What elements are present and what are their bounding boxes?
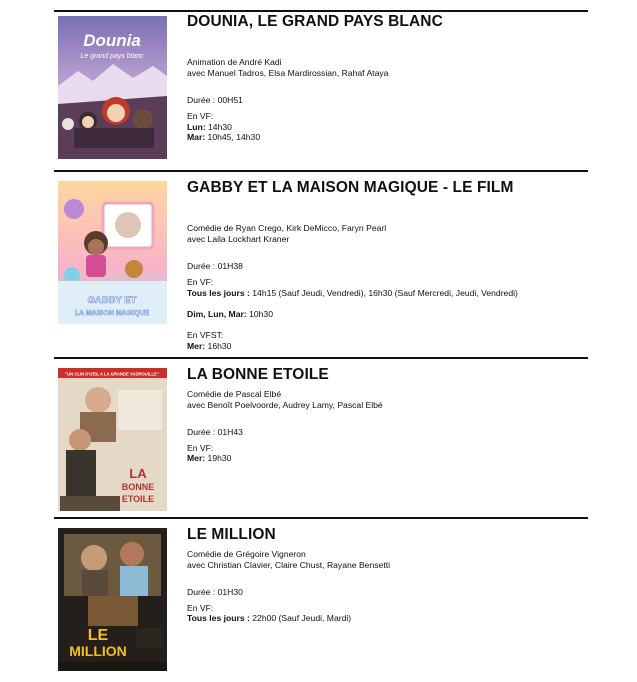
poster-gabby-icon [58,181,167,324]
showtime-row [187,309,273,320]
film-cast: avec Manuel Tadros, Elsa Mardirossian, Rahaf Ataya [187,68,389,78]
film-separator [54,517,588,519]
film-poster[interactable] [58,16,167,159]
version-label: En VF: [187,111,214,121]
showtime-row [187,132,260,143]
version-label: En VF: [187,603,214,613]
showtime-day: Mer: [187,341,206,351]
film-duration: Durée : 01H38 [187,261,243,271]
film-director: Comédie de Pascal Elbé [187,389,282,399]
film-cast: avec Benoît Poelvoorde, Audrey Lamy, Pascal Elbé [187,400,383,410]
film-title[interactable]: GABBY ET LA MAISON MAGIQUE - LE FILM [187,179,514,196]
showtime-row [187,341,231,352]
showtime-times: 14h15 (Sauf Jeudi, Vendredi), 16h30 (Sauf Mercredi, Jeudi, Vendredi) [249,288,518,298]
showtime-row [187,288,518,299]
film-duration: Durée : 01H30 [187,587,243,597]
film-director: Comédie de Ryan Crego, Kirk DeMicco, Faryn Pearl [187,223,387,233]
showtime-day: Mar: [187,132,206,142]
showtime-day: Mer: [187,453,206,463]
svg-text:ETOILE: ETOILE [121,494,155,504]
showtime-day: Tous les jours : [187,613,250,623]
film-title[interactable]: DOUNIA, LE GRAND PAYS BLANC [187,13,443,30]
film-director: Comédie de Grégoire Vigneron [187,549,306,559]
showtime-day: Dim, Lun, Mar: [187,309,247,319]
showtime-row [187,453,231,464]
film-duration: Durée : 00H51 [187,95,243,105]
svg-text:MILLION: MILLION [69,643,127,659]
showtime-times: 10h45, 14h30 [205,132,261,142]
svg-text:"UN CLIN D'OEIL A LA GRANDE VA: "UN CLIN D'OEIL A LA GRANDE VADROUILLE" [65,371,159,377]
film-separator [54,170,588,172]
svg-text:Dounia: Dounia [83,31,141,50]
showtime-day: Tous les jours : [187,288,250,298]
film-poster[interactable] [58,181,167,324]
version-label: En VFST: [187,330,224,340]
svg-text:Le grand pays blanc: Le grand pays blanc [80,53,144,60]
film-cast: avec Laila Lockhart Kraner [187,234,290,244]
svg-text:LA: LA [129,466,147,481]
svg-text:LA MAISON MAGIQUE: LA MAISON MAGIQUE [74,310,150,317]
showtime-row [187,613,351,624]
svg-text:LE: LE [87,627,109,644]
poster-bonne-etoile-icon [58,368,167,511]
showtime-times: 14h30 [205,122,232,132]
film-poster[interactable] [58,368,167,511]
showtime-times: 22h00 (Sauf Jeudi, Mardi) [249,613,352,623]
film-duration: Durée : 01H43 [187,427,243,437]
film-separator [54,357,588,359]
poster-dounia-icon [58,16,167,159]
svg-text:BONNE: BONNE [121,482,155,492]
version-label: En VF: [187,277,214,287]
film-director: Animation de André Kadi [187,57,282,67]
film-cast: avec Christian Clavier, Claire Chust, Rayane Bensetti [187,560,390,570]
showtime-times: 19h30 [205,453,232,463]
film-poster[interactable] [58,528,167,671]
film-title[interactable]: LE MILLION [187,526,276,543]
film-title[interactable]: LA BONNE ETOILE [187,366,329,383]
showtime-times: 16h30 [205,341,232,351]
showtime-day: Lun: [187,122,206,132]
showtime-times: 10h30 [246,309,273,319]
version-label: En VF: [187,443,214,453]
poster-le-million-icon [58,528,167,671]
film-separator [54,10,588,12]
svg-text:GABBY ET: GABBY ET [87,295,137,306]
